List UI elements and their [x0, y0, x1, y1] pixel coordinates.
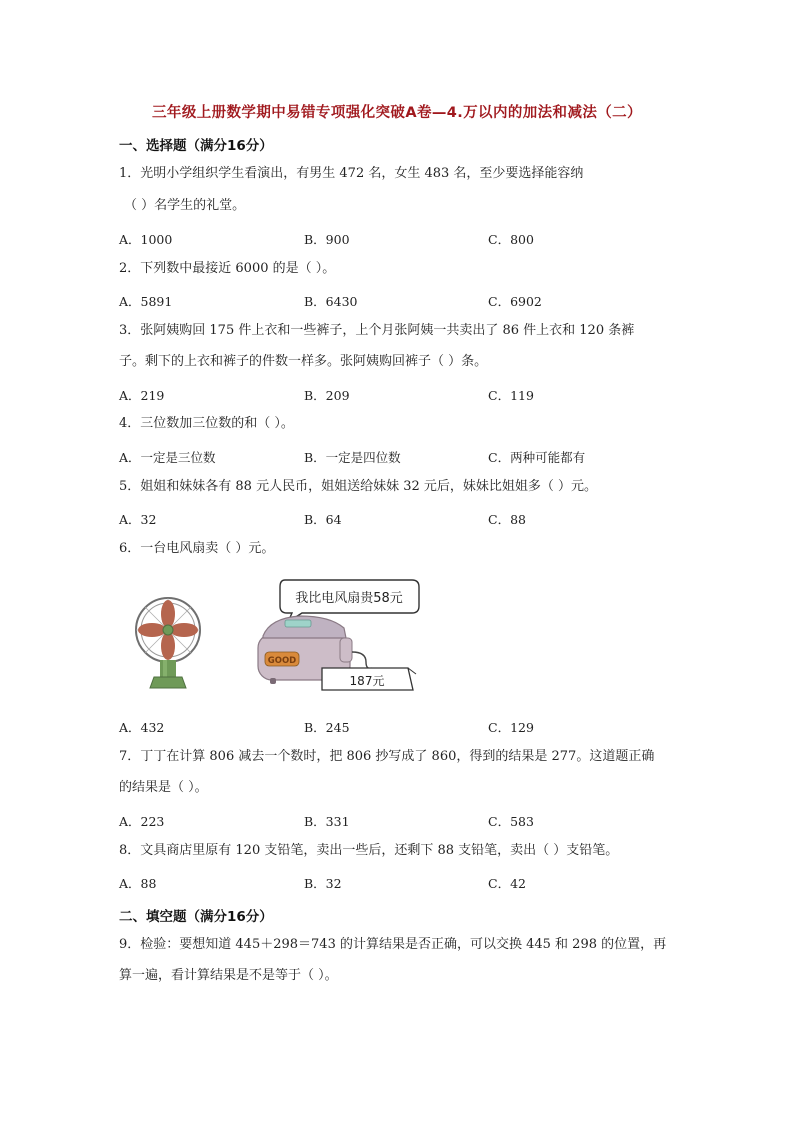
q4-option-c: C．两种可能都有: [488, 450, 586, 465]
q3-option-c: C．119: [488, 388, 534, 403]
question-2-text: 2．下列数中最接近 6000 的是（ ）。: [119, 261, 336, 276]
price-tag-text: 187元: [349, 674, 385, 688]
question-6-figure: [130, 568, 430, 693]
q3-option-b: B．209: [304, 388, 350, 403]
q5-option-a: A．32: [119, 512, 157, 527]
speech-bubble-text: 我比电风扇贵58元: [295, 591, 403, 606]
question-4-text: 4．三位数加三位数的和（ ）。: [119, 416, 294, 431]
question-1-text: 1．光明小学组织学生看演出，有男生 472 名，女生 483 名，至少要选择能容纳: [119, 166, 584, 181]
q3-option-a: A．219: [119, 388, 165, 403]
q1-option-a: A．1000: [119, 232, 173, 247]
price-tag: [322, 668, 416, 690]
question-9-text-cont: 算一遍，看计算结果是不是等于（ ）。: [119, 968, 338, 983]
q1-option-b: B．900: [304, 232, 350, 247]
section-heading-fill-in: 二、填空题（满分16分）: [119, 909, 273, 925]
q8-option-a: A．88: [119, 876, 157, 891]
question-3-text-cont: 子。剩下的上衣和裤子的件数一样多。张阿姨购回裤子（ ）条。: [119, 354, 488, 369]
q8-option-c: C．42: [488, 876, 526, 891]
q6-option-b: B．245: [304, 720, 350, 735]
question-1-text-cont: （ ）名学生的礼堂。: [124, 198, 246, 213]
q2-option-c: C．6902: [488, 294, 542, 309]
q1-option-c: C．800: [488, 232, 534, 247]
section-heading-choice: 一、选择题（满分16分）: [119, 138, 273, 154]
q7-option-a: A．223: [119, 814, 165, 829]
question-6-text: 6．一台电风扇卖（ ）元。: [119, 541, 275, 556]
q7-option-c: C．583: [488, 814, 534, 829]
question-7-text: 7．丁丁在计算 806 减去一个数时，把 806 抄写成了 860，得到的结果是 277。这道题正确: [119, 749, 655, 764]
question-7-text-cont: 的结果是（ ）。: [119, 780, 208, 795]
q7-option-b: B．331: [304, 814, 350, 829]
q5-option-b: B．64: [304, 512, 342, 527]
question-8-text: 8．文具商店里原有 120 支铅笔，卖出一些后，还剩下 88 支铅笔，卖出（ ）支铅笔。: [119, 843, 619, 858]
q2-option-b: B．6430: [304, 294, 358, 309]
electric-fan-illustration: [136, 598, 200, 688]
q6-option-a: A．432: [119, 720, 165, 735]
question-5-text: 5．姐姐和妹妹各有 88 元人民币，姐姐送给妹妹 32 元后，妹妹比姐姐多（ ）元。: [119, 479, 598, 494]
question-3-text: 3．张阿姨购回 175 件上衣和一些裤子，上个月张阿姨一共卖出了 86 件上衣和 120 条裤: [119, 323, 635, 338]
q6-option-c: C．129: [488, 720, 534, 735]
q2-option-a: A．5891: [119, 294, 173, 309]
question-9-text: 9．检验：要想知道 445＋298＝743 的计算结果是否正确，可以交换 445 和 298 的位置，再: [119, 937, 667, 952]
q5-option-c: C．88: [488, 512, 526, 527]
page-title: 三年级上册数学期中易错专项强化突破A卷—4.万以内的加法和减法（二）: [152, 105, 642, 121]
q8-option-b: B．32: [304, 876, 342, 891]
cooker-label: GOOD: [267, 656, 297, 666]
q4-option-b: B．一定是四位数: [304, 450, 401, 465]
q4-option-a: A．一定是三位数: [119, 450, 216, 465]
